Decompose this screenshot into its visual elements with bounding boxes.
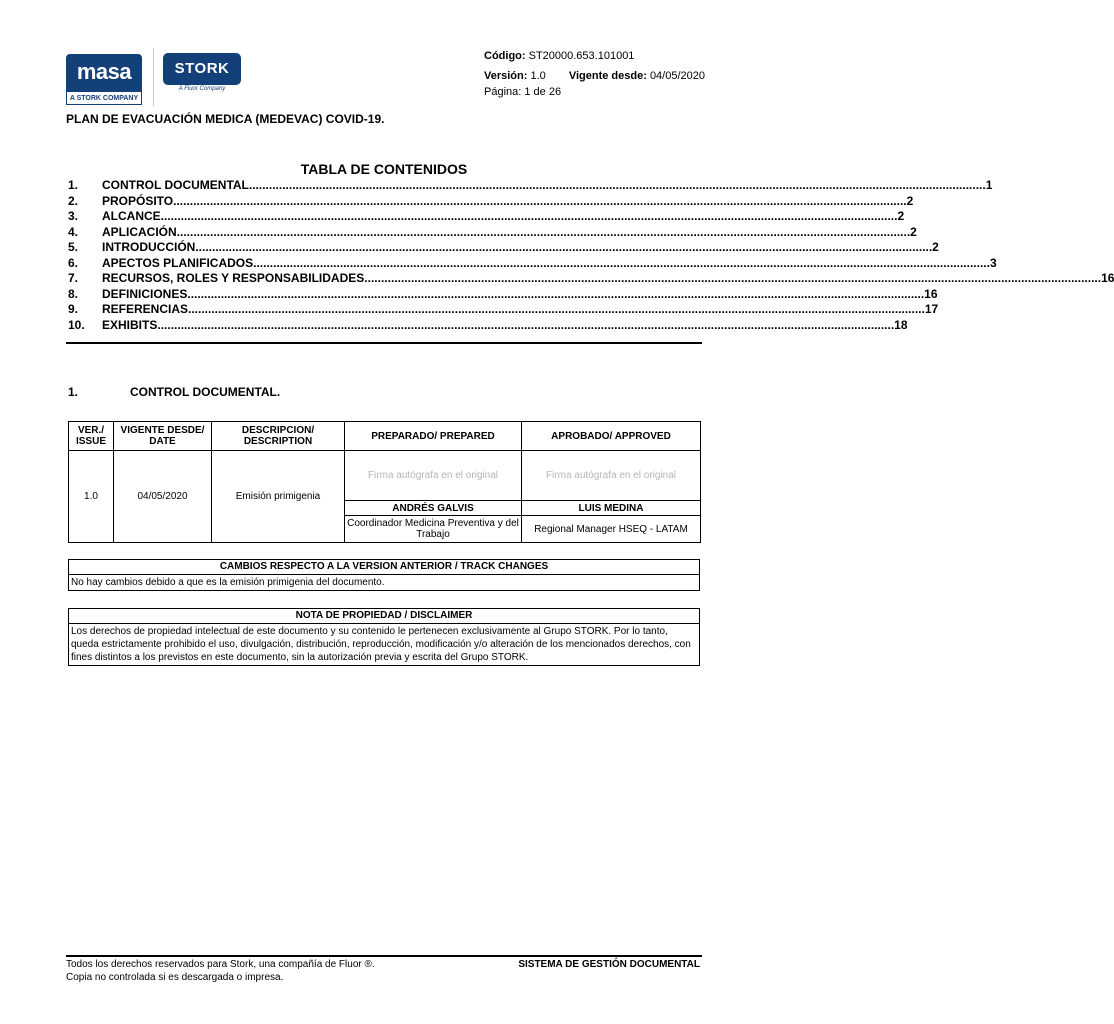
toc-item-leader: ............................................................................................................................................................................................................................	[256, 255, 990, 270]
masa-logo-tagline: A STORK COMPANY	[66, 91, 142, 105]
toc-item-label: ALCANCE.	[102, 209, 164, 223]
toc-item[interactable]	[68, 209, 905, 224]
toc-item-number: 7.	[68, 271, 79, 285]
toc-item-number: 6.	[68, 255, 79, 270]
prepared-signature: Firma autógrafa en el original	[345, 451, 522, 501]
vigente-value: 04/05/2020	[649, 70, 705, 82]
toc-item-number: 2.	[68, 193, 79, 208]
stork-logo	[163, 53, 241, 95]
prepared-name: ANDRÉS GALVIS	[345, 501, 522, 516]
approved-signature: Firma autógrafa en el original	[522, 451, 701, 501]
toc-item-label: APECTOS PLANIFICADOS.	[102, 255, 257, 270]
track-changes-box	[68, 559, 700, 591]
footer-copy-note: Copia no controlada si es descargada o impresa.	[66, 972, 284, 983]
toc-item-label: REFERENCIAS.	[102, 302, 192, 316]
codigo-line	[484, 50, 634, 62]
toc-item-page: 18	[894, 317, 908, 332]
toc-item[interactable]	[68, 317, 908, 333]
masa-logo	[66, 54, 142, 106]
toc-item-leader: ............................................................................................................................................................................................................................	[252, 178, 986, 192]
header-prepared: PREPARADO/ PREPARED	[345, 422, 522, 451]
footer-rights: Todos los derechos reservados para Stork, una compañía de Fluor ®.	[66, 959, 375, 970]
toc-item-leader: ............................................................................................................................................................................................................................	[190, 286, 925, 301]
toc-item[interactable]	[68, 271, 1114, 286]
toc-item-page: 3	[989, 255, 997, 270]
header-ver: VER./ ISSUE	[69, 422, 114, 451]
disclaimer-body: Los derechos de propiedad intelectual de este documento y su contenido le pertenecen exclusivamente al Grupo STORK. Por lo tanto, queda estrictamente prohibido el uso, divulgación, distribución, reproducción, modificación y/o alteración de los mencionados derechos, con fines distintos a los previstos en este documento, sin la autorización previa y escrita del Grupo STORK.	[71, 626, 691, 663]
toc-item[interactable]	[68, 224, 917, 240]
toc-item[interactable]	[68, 302, 939, 317]
logo-divider	[153, 48, 154, 106]
toc-item-leader: ............................................................................................................................................................................................................................	[191, 302, 925, 316]
toc-item-page: 2	[910, 224, 917, 239]
section-1-heading	[68, 385, 280, 399]
track-changes-heading: CAMBIOS RESPECTO A LA VERSION ANTERIOR / TRACK CHANGES	[69, 560, 699, 575]
toc-item-label: DEFINICIONES.	[102, 286, 191, 301]
toc-item-label: PROPÓSITO	[102, 193, 174, 208]
document-title: PLAN DE EVACUACIÓN MEDICA (MEDEVAC) COVID-19.	[66, 112, 385, 126]
toc-item-page: 17	[924, 302, 939, 316]
section-1-title: CONTROL DOCUMENTAL.	[130, 385, 281, 399]
toc-item-label: CONTROL DOCUMENTAL.	[102, 178, 253, 192]
version-value: 1.0	[530, 70, 546, 82]
toc-item-page: 2	[897, 209, 905, 223]
toc-heading: TABLA DE CONTENIDOS	[300, 161, 468, 177]
toc-item-page: 16	[1101, 271, 1114, 285]
toc-item[interactable]	[68, 286, 938, 302]
section-1-number: 1.	[68, 385, 79, 399]
toc-item-label: APLICACIÓN	[102, 224, 177, 239]
header-approved: APROBADO/ APPROVED	[522, 422, 701, 451]
prepared-role: Coordinador Medicina Preventiva y del Trabajo	[345, 516, 522, 543]
document-control-table	[68, 421, 701, 543]
toc-item-number: 1.	[68, 178, 79, 192]
toc-divider	[66, 342, 702, 344]
cell-date: 04/05/2020	[114, 451, 212, 543]
toc-item-leader: ............................................................................................................................................................................................................................	[367, 271, 1102, 285]
toc-item-page: 2	[906, 193, 914, 208]
codigo-label: Código:	[484, 50, 526, 62]
toc-item-label: EXHIBITS.	[102, 317, 161, 332]
toc-item-leader: ............................................................................................................................................................................................................................	[160, 317, 895, 332]
version-line	[484, 70, 705, 82]
toc-item-label: INTRODUCCIÓN.	[102, 240, 199, 254]
toc-item-number: 9.	[68, 302, 79, 316]
toc-item[interactable]	[68, 240, 939, 255]
codigo-value: ST20000.653.101001	[528, 50, 635, 62]
track-changes-body: No hay cambios debido a que es la emisión primigenia del documento.	[71, 577, 385, 588]
toc-item-page: 2	[932, 240, 939, 254]
header-date: VIGENTE DESDE/ DATE	[114, 422, 212, 451]
disclaimer-box	[68, 608, 700, 666]
toc-item-number: 5.	[68, 240, 79, 254]
toc-item-number: 10.	[68, 317, 85, 332]
toc-item-leader: ............................................................................................................................................................................................................................	[176, 224, 911, 239]
footer-divider	[66, 955, 702, 957]
toc-item-leader: ............................................................................................................................................................................................................................	[173, 193, 907, 208]
header-description: DESCRIPCION/ DESCRIPTION	[212, 422, 345, 451]
toc-item-page: 16	[924, 286, 938, 301]
masa-logo-name: masa	[66, 54, 142, 91]
cell-ver: 1.0	[69, 451, 114, 543]
toc-item-number: 4.	[68, 224, 79, 239]
toc-item[interactable]	[68, 178, 993, 193]
toc-item-page: 1	[985, 178, 993, 192]
toc-item-number: 8.	[68, 286, 79, 301]
pagina-indicator: Página: 1 de 26	[484, 86, 562, 98]
disclaimer-heading: NOTA DE PROPIEDAD / DISCLAIMER	[69, 609, 699, 624]
toc-item-leader: ............................................................................................................................................................................................................................	[164, 209, 898, 223]
toc-item[interactable]	[68, 255, 997, 271]
toc-item-label: RECURSOS, ROLES Y RESPONSABILIDADES.	[102, 271, 368, 285]
toc-item-number: 3.	[68, 209, 79, 223]
approved-name: LUIS MEDINA	[522, 501, 701, 516]
footer-system: SISTEMA DE GESTIÓN DOCUMENTAL	[518, 959, 700, 970]
toc-item[interactable]	[68, 193, 914, 209]
stork-logo-tagline: A Fluor Company	[178, 86, 226, 92]
stork-logo-name: STORK	[163, 53, 241, 85]
cell-description: Emisión primigenia	[212, 451, 345, 543]
vigente-label: Vigente desde:	[568, 70, 647, 82]
version-label: Versión:	[484, 70, 528, 82]
toc-item-leader: ............................................................................................................................................................................................................................	[198, 240, 933, 254]
approved-role: Regional Manager HSEQ - LATAM	[522, 516, 701, 543]
